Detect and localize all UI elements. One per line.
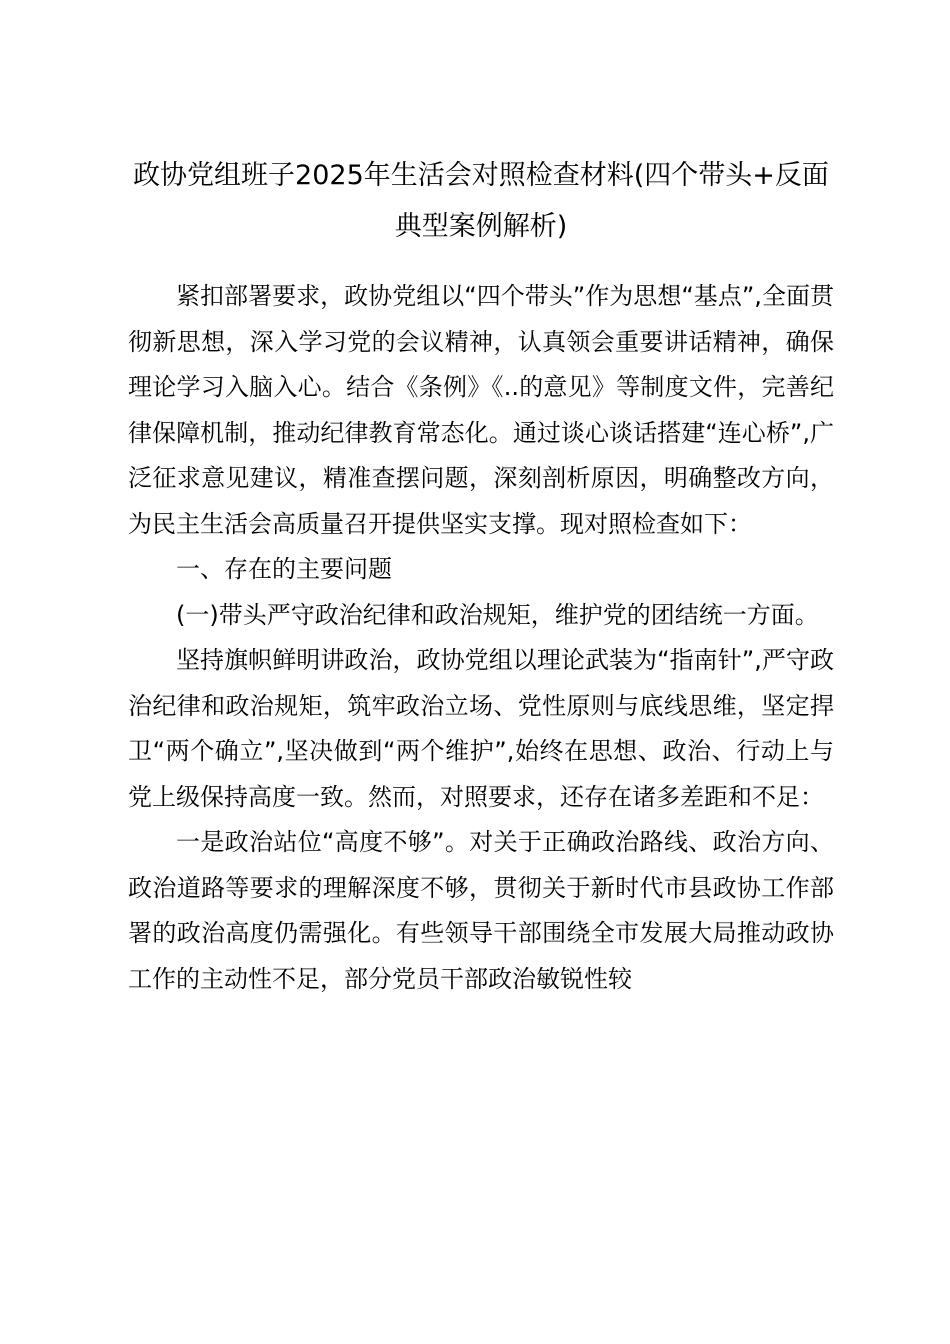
- subsection-heading: (一)带头严守政治纪律和政治规矩，维护党的团结统一方面。: [176, 600, 819, 629]
- paragraph-point-one: 一是政治站位“高度不够”。对关于正确政治路线、政治方向、政治道路等要求的理解深度不够，贯彻关于新时代市县政协工作部署的政治高度仍需强化。有些领导干部围绕全市发展大局推动政协工作的主动性不足，部分党员干部政治敏锐性较: [128, 828, 834, 993]
- paragraph-intro: 紧扣部署要求，政协党组以“四个带头”作为思想“基点”,全面贯彻新思想，深入学习党的会议精神，认真领会重要讲话精神，确保理论学习入脑入心。结合《条例》《..的意见》等制度文件，完善纪律保障机制，推动纪律教育常态化。通过谈心谈话搭建“连心桥”,广泛征求意见建议，精准查摆问题，深刻剖析原因，明确整改方向，为民主生活会高质量召开提供坚实支撑。现对照检查如下：: [128, 282, 834, 538]
- document-body: [128, 274, 834, 1002]
- paragraph-overview: 坚持旗帜鲜明讲政治，政协党组以理论武装为“指南针”,严守政治纪律和政治规矩，筑牢政治立场、党性原则与底线思维，坚定捍卫“两个确立”,坚决做到“两个维护”,始终在思想、政治、行动上与党上级保持高度一致。然而，对照要求，还存在诸多差距和不足：: [128, 646, 834, 811]
- document-title: 政协党组班子2025年生活会对照检查材料(四个带头+反面典型案例解析): [133, 160, 829, 242]
- section-heading: 一、存在的主要问题: [176, 555, 392, 583]
